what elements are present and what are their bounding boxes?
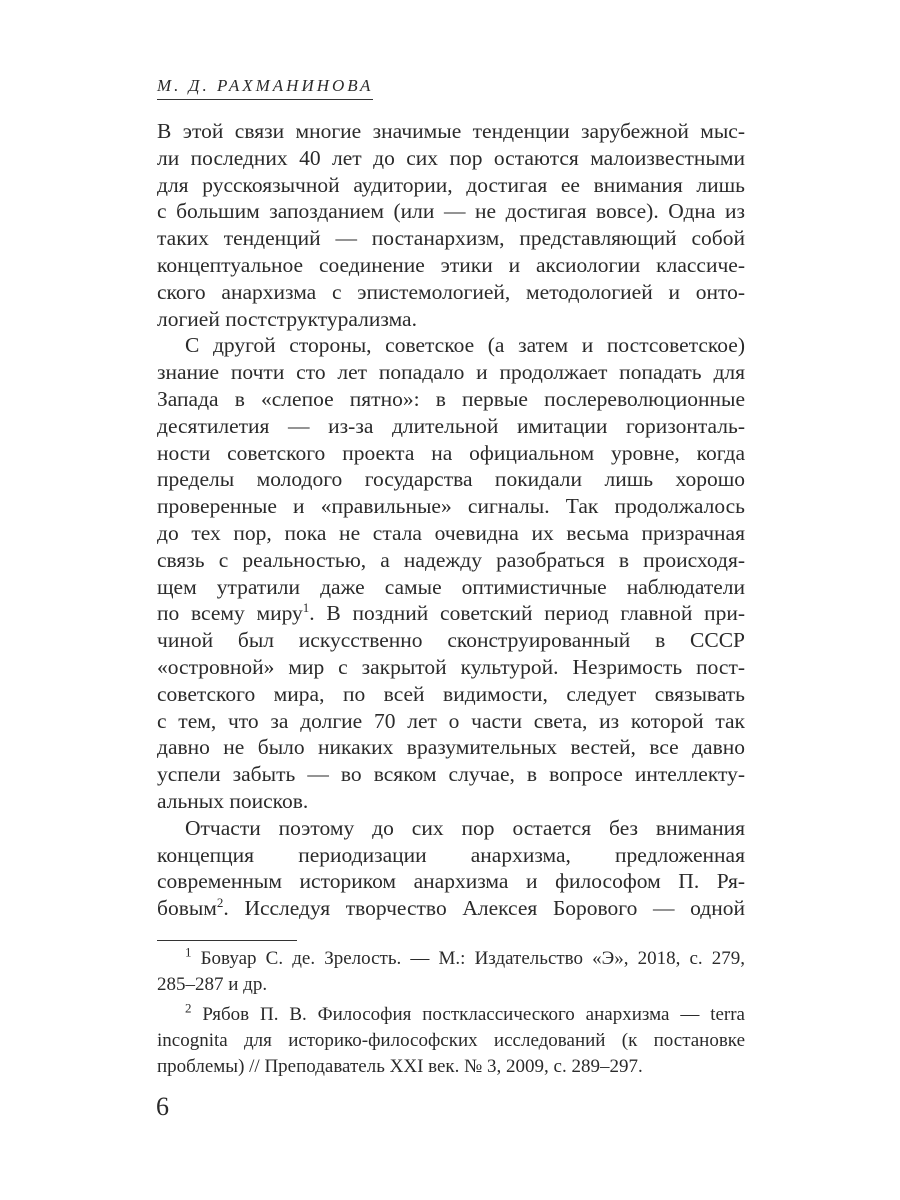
text-line: ности советского проекта на официальном уровне, когда (157, 440, 745, 465)
text-line: ли последних 40 лет до сих пор остаются малоизвестными (157, 145, 745, 170)
footnote-line: 285–287 и др. (157, 974, 268, 995)
text-line: десятилетия — из-за длительной имитации горизонталь- (157, 413, 745, 438)
text-line: современным историком анархизма и философом П. Ря- (157, 869, 745, 894)
text-line: знание почти сто лет попадало и продолжает попадать для (157, 360, 745, 385)
text-line: до тех пор, пока не стала очевидна их весьма призрачная (157, 520, 745, 545)
text-line: для русскоязычной аудитории, достигая ее внимания лишь (157, 172, 745, 197)
text-line: концептуальное соединение этики и аксиологии классиче- (157, 252, 745, 277)
footnote-mark: 1 (185, 946, 192, 960)
page-number: 6 (156, 1092, 169, 1121)
text-line: Отчасти поэтому до сих пор остается без внимания (185, 815, 745, 840)
text-line: чиной был искусственно сконструированный в СССР (157, 628, 745, 653)
text-line: таких тенденций — постанархизм, представляющий собой (157, 226, 745, 251)
footnote-ref[interactable]: 2 (216, 895, 224, 910)
footnote-line (157, 1002, 745, 1028)
text-line: проверенные и «правильные» сигналы. Так продолжалось (157, 494, 745, 519)
text-line: концепция периодизации анархизма, предложенная (157, 842, 745, 867)
text-span: . В поздний советский период главной при- (309, 601, 745, 626)
text-span: по всему миру (157, 601, 303, 626)
text-line: связь с реальностью, а надежду разобраться в происходя- (157, 547, 745, 572)
text-line: ского анархизма с эпистемологией, методологией и онто- (157, 279, 745, 304)
footnote-line: проблемы) // Преподаватель XXI век. № 3, 2009, с. 289–297. (157, 1056, 643, 1077)
text-line (157, 895, 745, 922)
text-span: бовым (157, 896, 217, 921)
text-line: В этой связи многие значимые тенденции зарубежной мыс- (157, 119, 745, 143)
text-line: щем утратили даже самые оптимистичные наблюдатели (157, 574, 745, 599)
footnote-ref[interactable]: 1 (302, 600, 310, 616)
footnote-line (157, 946, 745, 972)
text-line: с большим запозданием (или — не достигая вовсе). Одна из (157, 199, 745, 224)
footnote-line: incognita для историко-философских исследований (к постановке (157, 1030, 745, 1051)
text-line: давно не было никаких вразумительных вестей, все давно (157, 735, 745, 760)
text-span: . Исследуя творчество Алексея Борового — одной (223, 896, 745, 921)
text-line: Запада в «слепое пятно»: в первые послереволюционные (157, 386, 745, 411)
footnotes (157, 946, 745, 1080)
footnote-divider (157, 940, 297, 941)
text-line: с тем, что за долгие 70 лет о части света, из которой так (157, 708, 745, 733)
text-line: «островной» мир с закрытой культурой. Незримость пост- (157, 654, 745, 679)
text-line: логией постструктурализма. (157, 306, 417, 331)
text-line: альных поисков. (157, 788, 309, 813)
running-head: М. Д. РАХМАНИНОВА (157, 76, 373, 100)
text-span: Бовуар С. де. Зрелость. — М.: Издательство «Э», 2018, с. 279, (200, 948, 745, 969)
text-line: успели забыть — во всяком случае, в вопросе интеллекту- (157, 762, 745, 787)
body-text (157, 118, 745, 922)
text-span: Рябов П. В. Философия постклассического анархизма — terra (202, 1004, 745, 1025)
text-line: советского мира, по всей видимости, следует связывать (157, 681, 745, 706)
text-line: С другой стороны, советское (а затем и постсоветское) (185, 333, 745, 358)
text-line: пределы молодого государства покидали лишь хорошо (157, 467, 745, 492)
footnote-mark: 2 (185, 1002, 192, 1016)
text-line (157, 600, 745, 627)
